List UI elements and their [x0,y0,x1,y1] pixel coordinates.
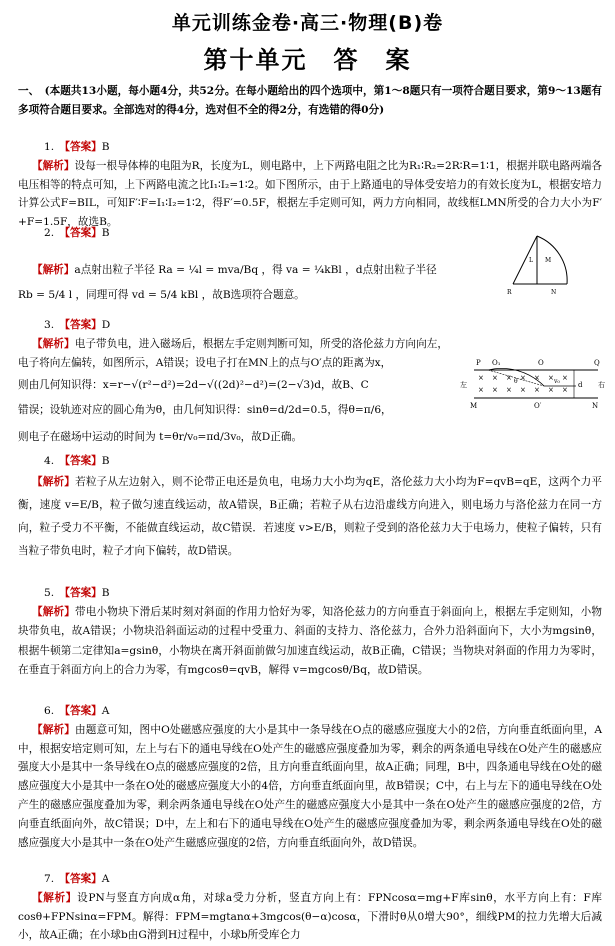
item-2 [18,224,478,304]
svg-text:×: × [506,386,512,394]
fig3-label-v0: v₀ [554,378,560,385]
fig3-label-theta: θ [514,378,518,385]
fig3-label-p: P [476,359,481,367]
figure-frame-lmn [505,232,577,298]
analysis-label: 【解析】 [32,337,75,350]
svg-text:×: × [548,386,554,394]
item-analysis-cont: Rb = 5/4 l ，同理可得 vd = 5/4 kBl ，故B选项符合题意。 [18,288,305,301]
item-6 [18,702,602,852]
item-analysis: 电子带负电，进入磁场后，根据左手定则判断可知，所受的洛伦兹力方向向左，电子将向左偏转，如图所示，A错误；设电子打在MN上的点与O′点的距离为x， [18,337,449,369]
item-answer: B [101,587,110,599]
svg-text:×: × [478,374,484,382]
answer-label: 【答案】 [64,227,102,239]
fig3-label-oprime: O′ [534,402,542,410]
item-analysis: 带电小物块下滑后某时刻对斜面的作用力恰好为零，知洛伦兹力的方向垂直于斜面向上，根据左手定则知，小物块带负电，故A错误；小物块沿斜面运动的过程中受重力、斜面的支持力、洛伦兹力，合外力沿斜面向下，大小为mgsinθ，根据牛顿第二定律知a=gsinθ，小物块在离开斜面前做匀加速直线运动，故B正确，C错误；当物块对斜面的作用力为零时，在垂直于斜面方向上的合力为零，有mgcosθ=qvB，解得 v=mgcosθ/Bq，故D错误。 [18,605,602,677]
item-4 [18,452,602,563]
item-number: 5. [44,587,55,599]
fig1-label-n: N [551,289,557,296]
fig3-label-o1: O₁ [492,359,501,367]
item-5 [18,584,602,681]
svg-text:×: × [520,374,526,382]
item-number: 7. [44,873,55,885]
svg-text:×: × [562,386,568,394]
item-analysis-cont: 则由几何知识得：x=r−√(r²−d²)=2d−√((2d)²−d²)=(2−√3)d，故B、C [18,379,369,392]
item-answer: B [101,227,110,239]
fig1-label-l: L [529,257,533,264]
fig1-label-m: M [545,257,552,264]
svg-text:×: × [534,374,540,382]
item-answer: D [101,319,111,331]
item-1 [18,138,602,232]
item-7 [18,870,602,945]
fig3-label-right: 右 [598,381,605,389]
fig3-label-o: O [538,359,544,367]
analysis-label: 【解析】 [32,723,76,736]
item-analysis: 设PN与竖直方向成α角，对球a受力分析，竖直方向上有：FPNcosα=mg+F库sinθ，水平方向上有：F库cosθ+FPNsinα=FPM。解得：FPM=mgtanα+3mgcos(θ−α)cosα，下滑时θ从0增大90°，细线PM的拉力先增大后减小，故A正确；在小球b由G滑到H过程中，小球b所受库仑力 [18,891,602,942]
fig3-label-q: Q [594,359,600,367]
page-subtitle: 第十单元 答 案 [203,46,412,74]
analysis-label: 【解析】 [32,605,76,618]
answer-label: 【答案】 [64,705,102,717]
svg-text:×: × [492,374,498,382]
page-title: 单元训练金卷·高三·物理(B)卷 [171,12,444,34]
svg-text:×: × [548,374,554,382]
item-analysis: 由题意可知，图中O处磁感应强度的大小是其中一条导线在O点的磁感应强度大小的2倍，方向垂直纸面向里，A中，根据安培定则可知，左上与右下的通电导线在O处产生的磁感应强度叠加为零，剩余的两条通电导线在O处产生的磁感应强度大小是其中一条导线在O点的磁感应强度的2倍，且方向垂直纸面向里，故A正确；同理，B中，四条通电导线在O处的磁感应强度大小是其中一条在O处的磁感应强度大小的4倍，方向垂直纸面向里，故B错误；C中，右上与左下的通电导线在O处产生的磁感应强度叠加为零，剩余两条通电导线在O处产生的磁感应强度大小是其中一条在O处产生的磁感应强度的2倍，方向垂直纸面向外，故C错误；D中，左上和右下的通电导线在O处产生的磁感应强度叠加为零，剩余两条通电导线在O处的磁感应强度大小是其中一条在O处产生磁感应强度的2倍，方向垂直纸面向外，故D错误。 [18,723,603,849]
svg-text:×: × [506,374,512,382]
item-number: 2. [44,227,55,239]
item-analysis-cont: 错误；设轨迹对应的圆心角为θ，由几何知识得：sinθ=d/2d=0.5，得θ=π/6， [18,404,392,417]
item-analysis: 设每一根导体棒的电阻为R，长度为L，则电路中，上下两路电阻之比为R₁∶R₂=2R∶R=1∶1，根据并联电路两端各电压相等的特点可知，上下两路电流之比I₁∶I₂=1∶2。如下图所示，由于上路通电的导体受安培力的有效长度为L，根据安培力计算公式F=BIL，可知F′∶F=I₁∶I₂=1∶2，得F′=0.5F，根据左手定则可知，两力方向相同，故线框LMN所受的合力大小为F′+F=1.5F，故选B。 [18,159,603,229]
item-answer: A [101,705,110,717]
fig1-label-r: R [507,289,512,296]
analysis-label: 【解析】 [32,891,78,904]
item-number: 4. [44,455,55,467]
svg-text:×: × [492,386,498,394]
analysis-label: 【解析】 [32,475,76,488]
answer-label: 【答案】 [64,319,102,331]
answer-label: 【答案】 [64,873,102,885]
item-analysis: a点射出粒子半径 Ra = ¼l = mva/Bq ，得 va = ¼kBl ，d点射出粒子半径 [74,263,437,276]
item-answer: A [101,873,110,885]
item-analysis-cont: 则电子在磁场中运动的时间为 t=θr/v₀=πd/3v₀，故D正确。 [18,430,303,443]
svg-text:×: × [534,386,540,394]
item-number: 1. [44,141,55,153]
item-answer: B [101,141,110,153]
fig3-label-left: 左 [460,381,467,389]
item-analysis: 若粒子从左边射入，则不论带正电还是负电，电场力大小均为qE，洛伦兹力大小均为F=qvB=qE，这两个力平衡，速度 v=E/B，粒子做匀速直线运动，故A错误，B正确；若粒子从右边沿虚线方向进入，则电场力与洛伦兹力在同一方向，粒子受力不平衡，不能做直线运动，故C错误．若速度 v>E/B，则粒子受到的洛伦兹力大于电场力，使粒子偏转，只有当粒子带负电时，粒子才向下偏转，故D错误。 [18,475,602,557]
svg-text:×: × [520,386,526,394]
analysis-label: 【解析】 [32,263,75,276]
answer-label: 【答案】 [64,141,102,153]
svg-text:×: × [478,386,484,394]
item-number: 3. [44,319,55,331]
fig3-label-m: M [470,402,478,410]
figure-magnetic-field [458,356,608,414]
item-answer: B [101,455,110,467]
answer-label: 【答案】 [64,455,102,467]
fig3-label-n: N [592,402,599,410]
answer-label: 【答案】 [64,587,102,599]
item-number: 6. [44,705,55,717]
section-intro: 一、 (本题共13小题，每小题4分，共52分。在每小题给出的四个选项中，第1～8题只有一项符合题目要求，第9～13题有多项符合题目要求。全部选对的得4分，选对但不全的得2分，有选错的得0分) [18,85,602,116]
svg-text:×: × [562,374,568,382]
fig3-label-d: d [578,381,583,389]
analysis-label: 【解析】 [32,159,75,172]
